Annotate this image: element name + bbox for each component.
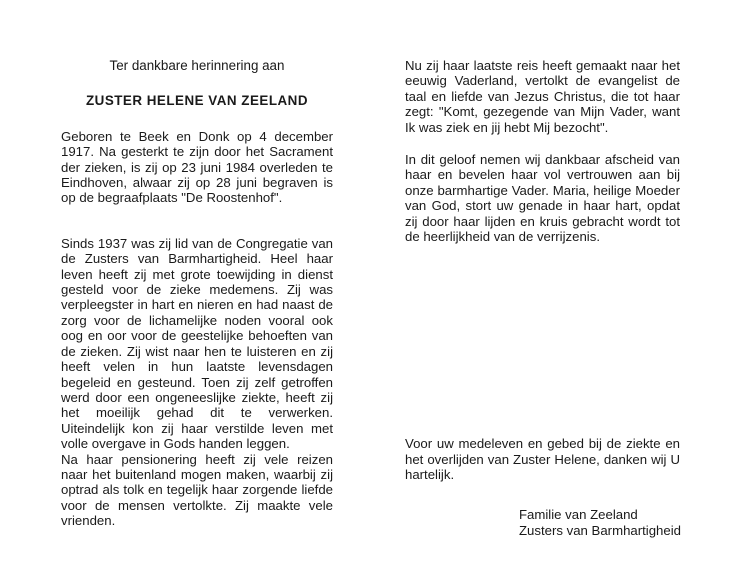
signature-family: Familie van Zeeland (519, 507, 638, 522)
right-column (405, 58, 680, 483)
left-column (61, 58, 333, 529)
deceased-name: ZUSTER HELENE VAN ZEELAND (85, 93, 309, 109)
faith-paragraph: In dit geloof nemen wij dankbaar afscheid van haar en bevelen haar vol vertrouwen aan bij onze barmhartige Vader. Maria, heilige Moeder van God, stort uw genade in haar hart, opdat zij door haar lijden en kruis gebracht wordt tot de heerlijkheid van de verrijzenis. (405, 152, 680, 245)
signature-block (519, 507, 681, 539)
life-paragraph: Sinds 1937 was zij lid van de Congregatie van de Zusters van Barmhartigheid. Heel haar leven heeft zij met grote toewijding in dienst gesteld voor de zieke medemens. Zij was verpleegster in hart en nieren en had naast de zorg voor de lichamelijke noden vooral ook oog en oor voor de geestelijke behoeften van de zieken. Zij wist naar hen te luisteren en zij heeft velen in hun laatste levensdagen begeleid en gesteund. Toen zij zelf getroffen werd door een ongeneeslijke ziekte, heeft zij het moeilijk gehad dit te verwerken. Uiteindelijk kon zij haar verstilde leven met volle overgave in Gods handen leggen. (61, 235, 333, 452)
farewell-paragraph: Nu zij haar laatste reis heeft gemaakt naar het eeuwig Vaderland, vertolkt de evangelist de taal en liefde van Jezus Christus, die tot haar zegt: "Komt, gezegende van Mijn Vader, want Ik was ziek en jij hebt Mij bezocht". (405, 58, 680, 135)
birth-death-paragraph: Geboren te Beek en Donk op 4 december 1917. Na gesterkt te zijn door het Sacrament der zieken, is zij op 23 juni 1984 overleden te Eindhoven, alwaar zij op 28 juni begraven is op de begraafplaats "De Roostenhof". (61, 128, 333, 206)
pension-paragraph: Na haar pensionering heeft zij vele reizen naar het buitenland mogen maken, waarbij zij optrad als tolk en tegelijk haar zorgende liefde voor de mensen vertolkte. Zij maakte vele vrienden. (61, 451, 333, 529)
signature-congregation: Zusters van Barmhartigheid (519, 523, 681, 538)
thanks-paragraph: Voor uw medeleven en gebed bij de ziekte en het overlijden van Zuster Helene, danken wij U hartelijk. (405, 436, 680, 483)
card-heading: Ter dankbare herinnering aan (109, 58, 285, 73)
